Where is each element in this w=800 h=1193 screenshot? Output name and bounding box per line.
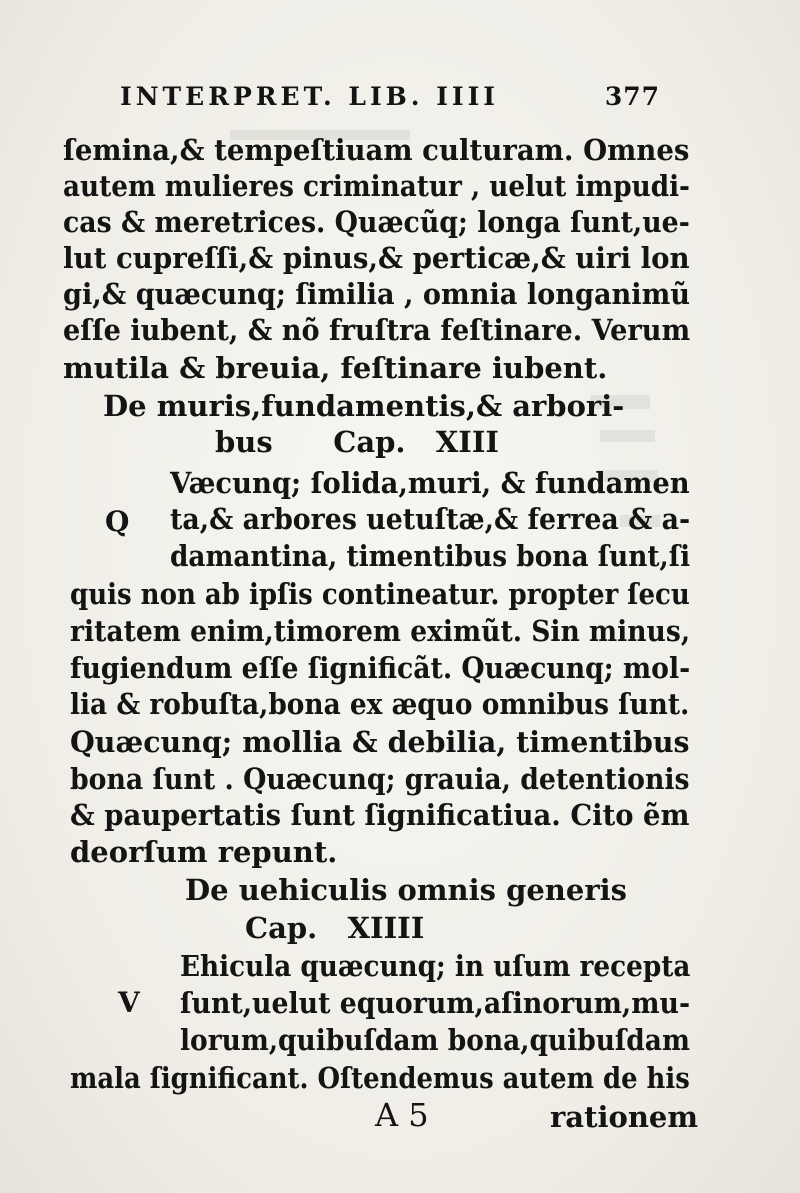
running-head-title: INTERPRET. LIB. IIII bbox=[120, 82, 499, 111]
text-line: ta,& arbores uetuſtæ,& ferrea & a- bbox=[170, 502, 691, 536]
text-line: ritatem enim,timorem eximũt. Sin minus, bbox=[70, 614, 691, 648]
text-line: mala ſignificant. Oſtendemus autem de his bbox=[70, 1061, 690, 1095]
running-header bbox=[120, 82, 660, 122]
catchword: rationem bbox=[550, 1100, 699, 1134]
text-line: Væcunq; ſolida,muri, & fundamen bbox=[170, 466, 690, 500]
text-line: cas & meretrices. Quæcũq; longa ſunt,ue- bbox=[63, 205, 690, 239]
text-line: damantina, timentibus bona ſunt,ſi bbox=[170, 539, 691, 573]
chapter-13-title-line-1: De muris,fundamentis,& arbori- bbox=[103, 389, 625, 423]
text-line: mutila & breuia, feſtinare iubent. bbox=[63, 351, 608, 385]
text-line: lia & robuſta,bona ex æquo omnibus ſunt. bbox=[70, 687, 690, 721]
text-line: gi,& quæcunq; ſimilia , omnia longanimũ bbox=[63, 277, 691, 311]
chapter-13-title-line-2: bus Cap. XIII bbox=[215, 425, 499, 459]
text-line: autem mulieres criminatur , uelut impudi- bbox=[63, 169, 690, 203]
text-line: Ehicula quæcunq; in uſum recepta bbox=[180, 949, 691, 983]
page-number: 377 bbox=[604, 82, 660, 111]
text-line: deorſum repunt. bbox=[70, 835, 338, 869]
chapter-14-guide-letter: V bbox=[118, 986, 140, 1019]
text-line: quis non ab ipſis contineatur. propter ſecu bbox=[70, 577, 690, 611]
text-line: Quæcunq; mollia & debilia, timentibus bbox=[70, 725, 690, 759]
text-line: fugiendum eſſe ſignificãt. Quæcunq; mol- bbox=[70, 651, 691, 685]
text-line: eſſe iubent, & nõ fruſtra feſtinare. Verum bbox=[63, 313, 691, 347]
text-line: ſunt,uelut equorum,aſinorum,mu- bbox=[180, 986, 691, 1020]
text-line: lut cupreſſi,& pinus,& perticæ,& uiri lon bbox=[63, 241, 690, 275]
text-line: ſemina,& tempeſtiuam culturam. Omnes bbox=[63, 133, 690, 167]
text-line: lorum,quibuſdam bona,quibuſdam bbox=[180, 1023, 690, 1057]
chapter-14-title-line-2: Cap. XIIII bbox=[245, 911, 425, 945]
text-line: bona ſunt . Quæcunq; grauia, detentionis bbox=[70, 762, 690, 796]
signature-mark: A 5 bbox=[375, 1096, 429, 1134]
chapter-14-title-line-1: De uehiculis omnis generis bbox=[185, 873, 627, 907]
text-line: & paupertatis ſunt ſignificatiua. Cito ẽm bbox=[70, 798, 690, 832]
chapter-13-guide-letter: Q bbox=[105, 505, 130, 538]
